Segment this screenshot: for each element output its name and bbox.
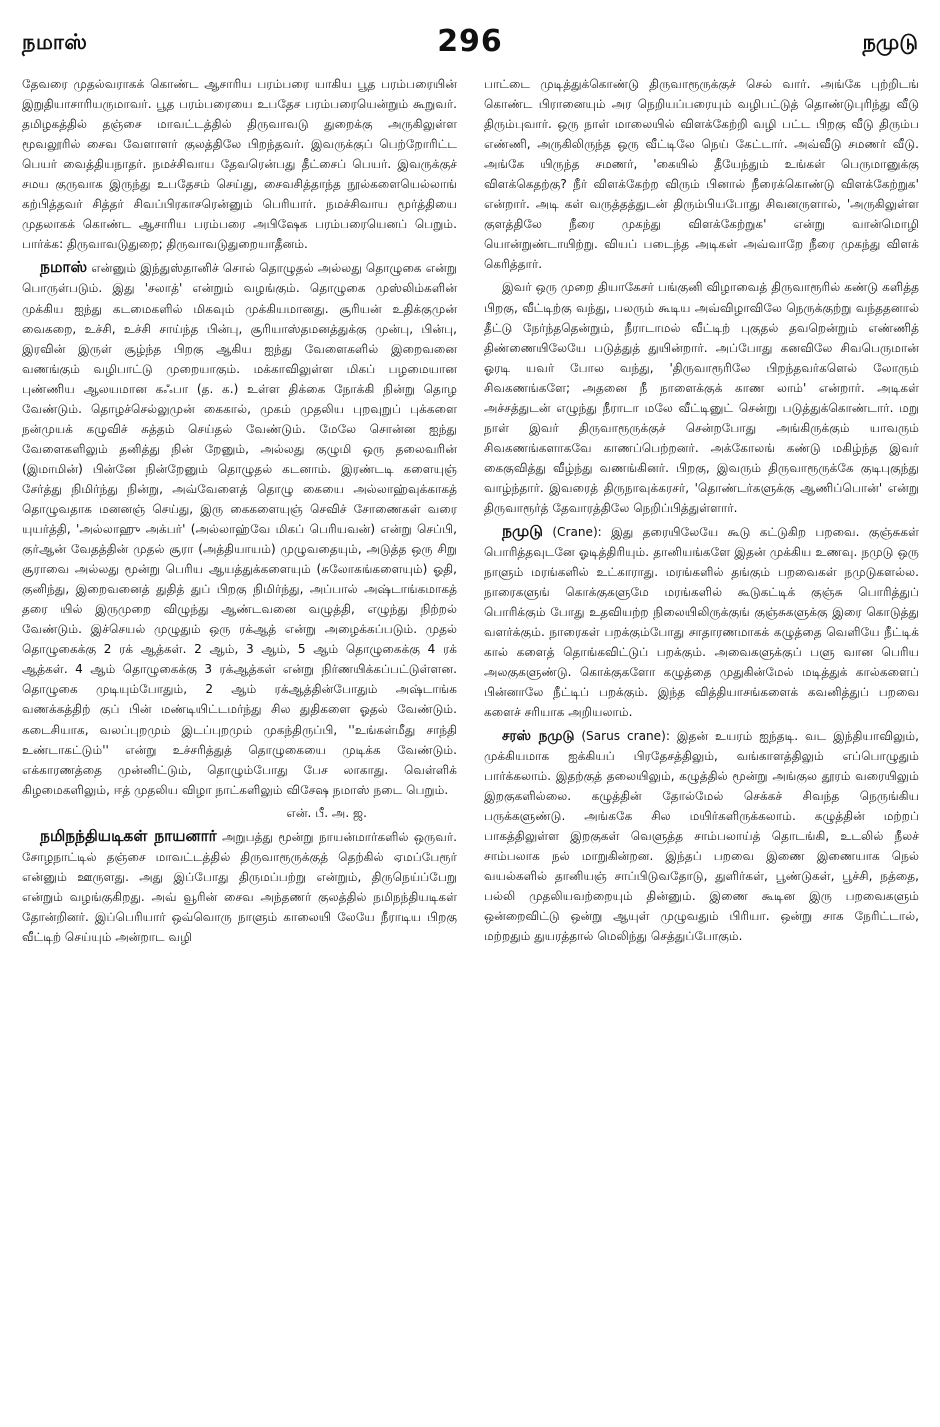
headword-sarus-crane: சரஸ் நமுடு — [502, 727, 575, 744]
entry-sarus-crane — [484, 726, 919, 947]
right-column — [484, 74, 919, 1414]
entry-naminandi — [22, 826, 457, 947]
entry-sarus-crane-text: (Sarus crane): இதன் உயரம் ஐந்தடி. வட இந்தியாவிலும், முக்கியமாக ஐக்கியப் பிரதேசத்திலும், வங்காளத்திலும் எப்பொழுதும் பார்க்கலாம். இதற்குத் தலையிலும், கழுத்தில் மூன்று அங்குல தூரம் வரையிலும் இறகுகளில்லை. கழுத்தின் தோல்மேல் செக்கச் சிவந்த நெருங்கிய பருக்களுண்டு. அங்ககே சில மயிர்களிருக்கலாம். கழுத்தின் மற்றப் பாகத்திலுள்ள இறகுகள் வெளுத்த சாம்பலாய்த் தொடங்கி, உடலில் நீலச் சாம்பலாக நல் மாறுகின்றன. இந்தப் பறவை இணை இணையாக நெல் வயல்களில் தானியஞ் சாப்பிடுவதோடு, துளிர்கள், பூண்டுகள், பூச்சி, நத்தை, பல்லி முதலியவற்றையும் தின்னும். இணை கூடின இரு பறவைகளும் ஒன்றைவிட்டு ஒன்று ஆயுள் முழுவதும் பிரியா. ஒன்று சாக நேரிட்டால், மற்றதும் துயரத்தால் மெலிந்து செத்துப்போகும். — [484, 728, 919, 943]
entry-continuation: தேவரை முதல்வராகக் கொண்ட ஆசாரிய பரம்பரை யாகிய பூத பரம்பரையின் இறுதியாசாரியருமாவர். பூத பரம்பரையை உபதேச பரம்பரையென்றும் கூறுவர். தமிழகத்தில் தஞ்சை மாவட்டத்தில் திருவாவடு துறைக்கு அருகிலுள்ள மூவலூரில் சைவ வேளாளர் குலத்திலே பிறந்தவர். இவருக்குப் பெற்றோரிட்ட பெயர் வைத்தியநாதர். நமச்சிவாய தேவரென்பது தீட்சைப் பெயர். இவருக்குச் சமய குருவாக இருந்து உபதேசம் செய்து, சைவசித்தாந்த நூல்களையெல்லாங் கற்பித்தவர் சித்தர் சிவப்பிரகாசரென்னும் பெரியார். நமச்சிவாய மூர்த்தியை முதலாகக் கொண்ட ஆசாரிய பரம்பரை அபிஷேக பரம்பரையெனப் பெறும். பார்க்க: திருவாவடுதுறை; திருவாவடுதுறையாதீனம். — [22, 77, 457, 252]
left-running-headword: நமாஸ் — [22, 30, 88, 54]
page-number: 296 — [437, 24, 503, 59]
entry-namudu-text: (Crane): இது தரையிலேயே கூடு கட்டுகிற பறவை. குஞ்சுகள் பொரித்தவுடனே ஓடித்திரியும். தானியங்களே இதன் முக்கிய உணவு. நமுடு ஒரு நாளும் மரங்களில் உட்காராது. மரங்களில் தங்கும் பறவைகள் நமுடுகளல்ல. நாரைகளுங் கொக்குகளுமே மரங்களில் கூடுகட்டிக் குஞ்சு பொரித்துப் பொரிக்கும் போது உதவியற்ற நிலையிலிருக்குங் குஞ்சுகளுக்கு இரை கொடுத்து வளர்க்கும். நாரைகள் பறக்கும்போது சாதாரணமாகக் கழுத்தை வெளியே நீட்டிக் கால் களைத் தொங்கவிட்டுப் பறக்கும். அவைகளுக்குப் பளு வான பெரிய அலகுகளுண்டு. கொக்குகளோ கழுத்தை முதுகின்மேல் மடித்துக் கால்களைப் பின்னாலே நீட்டிப் பறக்கும். இந்த வித்தியாசங்களைக் கவனித்துப் பறவை களைச் சரியாக அறியலாம். — [484, 525, 919, 720]
right-running-headword: நமுடு — [862, 30, 918, 54]
headword-naminandi: நமிநந்தியடிகள் நாயனார் — [40, 826, 217, 845]
page-header — [22, 24, 918, 64]
entry-naminandi-paragraph: இவர் ஒரு முறை தியாகேசர் பங்குனி விழாவைத் திருவாரூரில் கண்டு களித்த பிறகு, வீட்டிற்கு வந்து, பலரும் கூடிய அவ்விழாவிலே நெருக்குற்று வந்ததனால் தீட்டு நேர்ந்ததென்றும், நீராடாமல் வீட்டிற் புகுதல் தவறென்றும் எண்ணித் திண்ணையிலேயே படுத்துத் துயின்றார். அப்போது கனவிலே சிவபெருமான் ஓரடி யவர் போல வந்து, 'திருவாரூரிலே பிறந்தவர்களெல் லோரும் சிவகணங்களே; அதனை நீ நாளைக்குக் காண லாம்' என்றார். அடிகள் அச்சத்துடன் எழுந்து நீராடா மலே வீட்டினுட் சென்று படுத்துக்கொண்டார். மறு நாள் இவர் திருவாரூருக்குச் சென்றபோது அங்கிருக்கும் யாவரும் சிவகணங்களாகவே காணப்பெற்றனர். அக்கோலங் கண்டு மகிழ்ந்த இவர் கைகுவித்து வீழ்ந்து வணங்கினர். பிறகு, இவரும் திருவாரூருக்கே குடிபுகுந்து வாழ்ந்தார். இவரைத் திருநாவுக்கரசர், 'தொண்டர்களுக்கு ஆணிப்பொன்' என்று திருவாரூர்த் தேவாரத்திலே நெறிப்பித்துள்ளார். — [484, 280, 919, 515]
entry-namudu — [484, 521, 919, 722]
entry-namaz — [22, 257, 457, 799]
headword-namaz: நமாஸ் — [40, 258, 88, 277]
entry-namaz-text: என்னும் இந்துஸ்தானிச் சொல் தொழுதல் அல்லது தொழுகை என்று பொருள்படும். இது 'சலாத்' என்றும் வழங்கும். தொழுகை முஸ்லிம்களின் முக்கிய ஐந்து கடமைகளில் மிகவும் முக்கியமானது. சூரியன் உதிக்குமுன் வைகறை, உச்சி, உச்சி சாய்ந்த பின்பு, சூரியாஸ்தமனத்துக்கு முன்பு, பின்பு, இரவின் இருள் சூழ்ந்த பிறகு ஆகிய ஐந்து வேளைகளில் இறைவனை வணங்கும் வழிபாட்டு முறையாகும். மக்காவிலுள்ள மிகப் பழமையான புண்ணிய ஆலயமான கஃபா (த. க.) உள்ள திக்கை நோக்கி நின்று தொழ வேண்டும். தொழச்செல்லுமுன் கைகால், முகம் முதலிய புறவுறுப் புக்களை நன்முயக் கழுவிச் சுத்தம் செய்தல் வேண்டும். மேலே சொன்ன ஐந்து வேளைகளிலும் தனித்து நின் றேனும், அல்லது குழுமி ஒரு தலைவரின் (இமாமின்) பின்னே நின்றேனும் தொழுதல் கடனாம். இரண்டடி களையுஞ் சேர்த்து நிமிர்ந்து நின்று, அவ்வேளைத் தொழு கையை அல்லாஹ்வுக்காகத் தொழுவதாக மனனஞ் செய்து, இரு கைகளையுஞ் செவிச் சோணைகள் வரை யுயர்த்தி, 'அல்லாஹு அக்பர்' (அல்லாஹ்வே மிகப் பெரியவன்) என்று செப்பி, குர்ஆன் வேதத்தின் முதல் சூரா (அத்தியாயம்) முழுவதையும், அடுத்த ஒரு சிறு சூராவை அல்லது மூன்று பெரிய ஆயத்துக்களையும் (சுலோகங்களையும்) ஓதி, குனிந்து, இறைவனைத் துதித் துப் பிறகு நிமிர்ந்து, அப்பால் அஷ்டாங்கமாகத் தரை யில் இருமுறை விழுந்து ஆண்டவனை வழுத்தி, எழுந்து நிற்றல் வேண்டும். இச்செயல் முழுதும் ஒரு ரக்ஆத் என்று அழைக்கப்படும். முதல் தொழுகைக்கு 2 ரக் ஆத்கள். 2 ஆம், 3 ஆம், 5 ஆம் தொழுகைக்கு 4 ரக் ஆத்கள். 4 ஆம் தொழுகைக்கு 3 ரக்ஆத்கள் என்று நிர்ணயிக்கப்பட்டுள்ளன. தொழுகை முடியும்போதும், 2 ஆம் ரக்ஆத்தின்போதும் அஷ்டாங்க வணக்கத்திற் குப் பின் மண்டியிட்டமர்ந்து சில துதிகளை ஓதல் வேண்டும். கடைசியாக, வலப்புறமும் இடப்புறமும் முகந்திருப்பி, ''உங்கள்மீது சாந்தி உண்டாகட்டும்'' என்று உச்சரித்துத் தொழுகையை முடிக்க வேண்டும். எக்காரணத்தை முன்னிட்டும், தொழும்போது பேச லாகாது. வெள்ளிக் கிழமைகளிலும், ஈத் முதலிய விழா நாட்களிலும் விசேஷ நமாஸ் நடை பெறும். — [22, 261, 457, 797]
author-initials: என். பீ. அ. ஜ. — [286, 805, 367, 820]
left-column — [22, 74, 457, 1414]
entry-naminandi-text: அறுபத்து மூன்று நாயன்மார்களில் ஒருவர். சோழநாட்டில் தஞ்சை மாவட்டத்தில் திருவாரூருக்குத் தெற்கில் ஏமப்பேரூர் என்னும் ஊருளது. அது இப்போது திருமப்பற்று என்றும், திருநெய்ப்பேறு என்றும் வழங்குகிறது. அவ் வூரின் சைவ அந்தணர் குலத்தில் நமிநந்தியடிகள் தோன்றினர். இப்பெரியார் ஒவ்வொரு நாளும் காலையி லேயே நீராடிய பிறகு வீட்டிற் செய்யும் அன்றாட வழி — [22, 829, 457, 944]
entry-naminandi-continuation: பாட்டை முடித்துக்கொண்டு திருவாரூருக்குச் செல் வார். அங்கே புற்றிடங் கொண்ட பிரானையும் அர நெறியப்பரையும் வழிபட்டுத் தொண்டுபுரிந்து வீடு திரும்புவார். ஒரு நாள் மாலையில் விளக்கேற்றி வழி பட்ட பிறகு வீடு திரும்ப எண்ணி, அருகிலிருந்த ஒரு வீட்டிலே நெய் கேட்டார். அவ்வீடு சமணர் வீடு. அங்கே யிருந்த சமணர், 'கையில் தீயேந்தும் உங்கள் பெருமானுக்கு விளக்கெதற்கு? நீர் விளக்கேற்ற விரும் பினால் நீரைக்கொண்டு விளக்கேற்றுக' என்றார். அடி கள் வருத்தத்துடன் திரும்பியபோது சிவனருளால், 'அருகிலுள்ள குளத்திலே நீரை முகந்து விளக்கேற்றுக' என்று வான்மொழி யொன்றுண்டாயிற்று. வியப் படைந்த அடிகள் அவ்வாறே நீரை முகந்து விளக் கெரித்தார். — [484, 77, 919, 272]
headword-namudu: நமுடு — [502, 522, 543, 541]
